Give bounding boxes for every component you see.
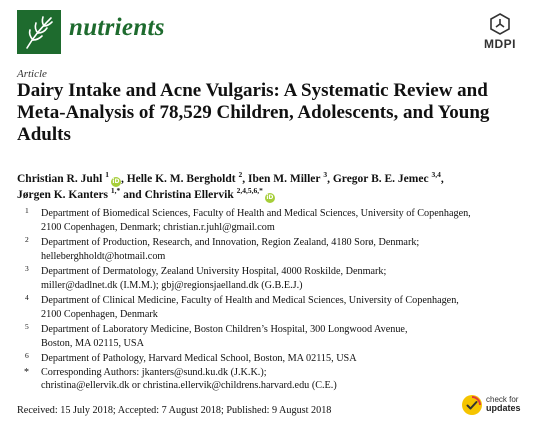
author[interactable]	[17, 170, 127, 185]
affiliation-line[interactable]: miller@dadlnet.dk (I.M.M.); gbj@regionsjaelland.dk (G.B.E.J.)	[41, 279, 303, 291]
affiliation-list	[17, 207, 537, 393]
author-name[interactable]: Gregor B. E. Jemec	[332, 173, 429, 185]
author-separator: ,	[440, 173, 444, 185]
affiliation-marker: 5	[25, 322, 29, 331]
affiliation-line: Department of Laboratory Medicine, Boston Children’s Hospital, 300 Longwood Avenue,	[41, 324, 408, 335]
author[interactable]	[144, 186, 275, 201]
author-list	[17, 171, 532, 203]
author-affiliation-marker: 1,*	[110, 186, 121, 196]
author[interactable]	[17, 186, 145, 201]
affiliation-line: 2100 Copenhagen, Denmark	[41, 308, 158, 320]
affiliation-item	[17, 352, 537, 366]
author-affiliation-marker: 2,4,5,6,*	[236, 186, 263, 196]
author-affiliation-marker: 2	[238, 170, 243, 180]
affiliation-line: Department of Biomedical Sciences, Faculty of Health and Medical Sciences, University of Copenhagen,	[41, 208, 471, 219]
author-name[interactable]: Christian R. Juhl	[17, 173, 103, 185]
publisher-logo[interactable]	[471, 12, 529, 56]
check-for-updates-label	[486, 395, 521, 413]
affiliation-marker: 1	[25, 206, 29, 215]
author-separator: ,	[242, 173, 248, 185]
check-for-updates-line2: updates	[486, 403, 521, 413]
affiliation-line: Boston, MA 02115, USA	[41, 337, 144, 349]
author-name[interactable]: Helle K. M. Bergholdt	[126, 173, 236, 185]
author-name[interactable]: Iben M. Miller	[247, 173, 321, 185]
author-name[interactable]: Jørgen K. Kanters	[17, 189, 109, 201]
check-for-updates-line1: check for	[486, 395, 519, 404]
affiliation-marker: *	[24, 366, 29, 378]
article-title: Dairy Intake and Acne Vulgaris: A Systematic Review and Meta-Analysis of 78,529 Children, Adolescents, and Young Adults	[17, 80, 490, 145]
affiliation-line: Department of Pathology, Harvard Medical School, Boston, MA 02115, USA	[41, 353, 357, 364]
affiliation-marker: 2	[25, 235, 29, 244]
author-separator: ,	[327, 173, 333, 185]
check-for-updates-icon	[461, 394, 483, 416]
journal-header	[17, 10, 529, 56]
affiliation-item	[17, 265, 537, 292]
affiliation-marker: 4	[25, 293, 29, 302]
check-for-updates-button[interactable]	[461, 392, 531, 418]
mdpi-hexagon-icon	[471, 12, 529, 36]
journal-name: nutrients	[69, 14, 165, 41]
author-separator: ,	[120, 173, 127, 185]
author-affiliation-marker: 1	[105, 170, 109, 180]
affiliation-line: Department of Production, Research, and Innovation, Region Zealand, 4180 Sorø, Denmark;	[41, 237, 420, 248]
journal-logo-icon	[17, 10, 61, 54]
affiliation-item	[17, 323, 537, 350]
orcid-icon[interactable]: iD	[112, 178, 120, 185]
author-affiliation-marker: 3	[323, 170, 328, 180]
affiliation-line[interactable]: helleberghholdt@hotmail.com	[41, 250, 166, 262]
affiliation-item	[17, 236, 537, 263]
author-separator: and	[120, 189, 145, 201]
affiliation-line[interactable]: 2100 Copenhagen, Denmark; christian.r.juhl@gmail.com	[41, 221, 275, 233]
author-name[interactable]: Christina Ellervik	[144, 189, 234, 201]
article-type: Article	[17, 68, 47, 80]
orcid-icon[interactable]: iD	[266, 194, 274, 201]
author[interactable]	[126, 170, 248, 185]
affiliation-item	[17, 207, 537, 234]
affiliation-line[interactable]: christina@ellervik.dk or christina.ellervik@childrens.harvard.edu (C.E.)	[41, 380, 337, 391]
corresponding-authors	[17, 366, 537, 393]
affiliation-marker: 3	[25, 264, 29, 273]
publisher-name: MDPI	[484, 37, 516, 51]
affiliation-marker: 6	[25, 351, 29, 360]
affiliation-item	[17, 294, 537, 321]
author-affiliation-marker: 3,4	[431, 170, 441, 180]
author[interactable]	[332, 170, 444, 185]
affiliation-line[interactable]: Corresponding Authors: jkanters@sund.ku.dk (J.K.K.);	[41, 366, 267, 378]
affiliation-line: Department of Clinical Medicine, Faculty of Health and Medical Sciences, University of Copenhagen,	[41, 295, 459, 306]
affiliation-line: Department of Dermatology, Zealand University Hospital, 4000 Roskilde, Denmark;	[41, 266, 387, 277]
author[interactable]	[247, 170, 333, 185]
publication-dates: Received: 15 July 2018; Accepted: 7 August 2018; Published: 9 August 2018	[17, 405, 332, 416]
